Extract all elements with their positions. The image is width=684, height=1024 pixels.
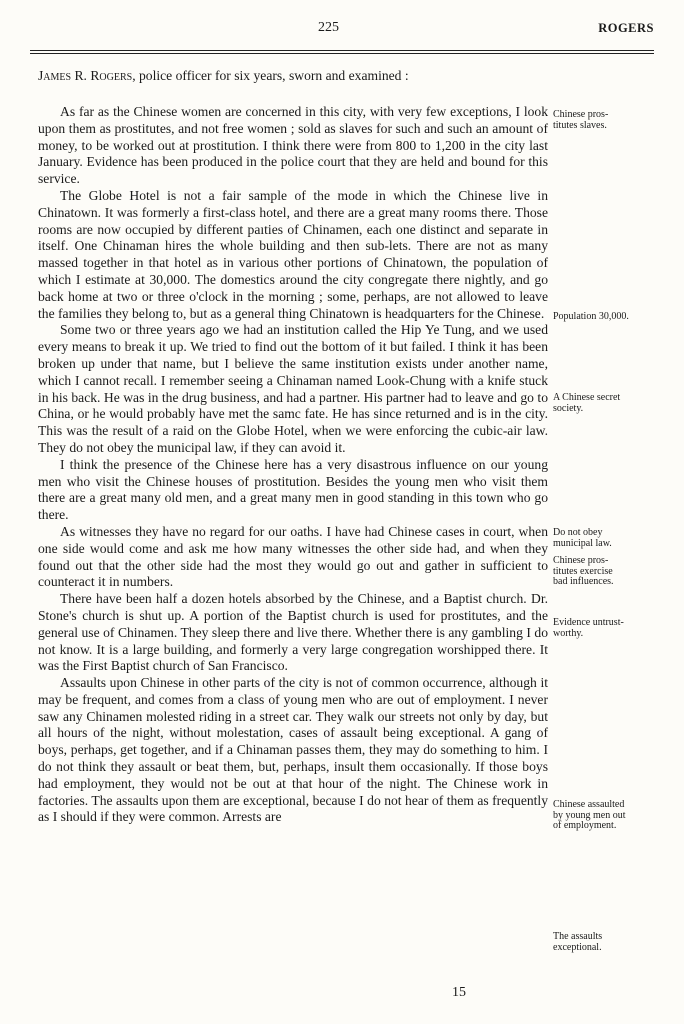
paragraph: The Globe Hotel is not a fair sample of the mode in which the Chinese live in Chinatown. It was formerly a first-class hotel, and there are a great many rooms there. Those rooms are now occupied by different paıties of Chinamen, each one distinct and separate in itself. One Chinaman hires the whole building and then sub-lets. There are not as many massed together in that hotel as in various other portions of Chinatown, the population of which I estimate at 30,000. The domestics around the city congregate there nightly, and go back home at two or three o'clock in the morning ; some, perhaps, are not allowed to leave the families they belong to, but as a general thing Chinatown is headquarters for the Chinese. — [38, 187, 548, 321]
paragraph: As witnesses they have no regard for our oaths. I have had Chinese cases in court, when one side would come and ask me how many witnesses the other side had, and when they found out that the other side had the most they would go out and gather in sufficient to counteract it in numbers. — [38, 523, 548, 590]
side-note: Chinese pros- titutes slaves. — [553, 109, 609, 131]
paragraph: I think the presence of the Chinese here has a very disastrous influence on our young men who visit the Chinese houses of prostitution. Besides the young men who visit them there are a great many old men, and a great many men in good standing in this town who go there. — [38, 456, 548, 523]
paragraph: Assaults upon Chinese in other parts of the city is not of common occurrence, although it may be frequent, and comes from a class of young men who are out of employment. I never saw any Chinamen molested riding in a street car. They walk our streets not only by day, but all hours of the night, without molestation, cases of assault being exceptional. A gang of boys, perhaps, get together, and if a Chinaman passes them, they may do something to him. I do not think they assault or beat them, but, perhaps, insult them occasionally. If those boys had employment, they would not be out at that hour of the night. The Chinese work in factories. The assaults upon them are exceptional, because I do not hear of them as frequently as I should if they were common. Arrests are — [38, 675, 548, 825]
side-note: The assaults exceptional. — [553, 931, 603, 953]
side-note: Evidence untrust- worthy. — [553, 617, 624, 639]
witness-name-first: James R. — [38, 68, 87, 83]
header-rule — [30, 50, 654, 51]
side-note: Do not obey municipal law. — [553, 527, 612, 549]
paragraph: There have been half a dozen hotels absorbed by the Chinese, and a Baptist church. Dr. Stone's church is shut up. A portion of the Baptist church is used for prostitutes, and the general use of Chinamen. They sleep there and live there. Whether there is any gambling I do not know. It is a large building, and formerly a very large congregation worshipped there. It was the First Baptist church of San Francisco. — [38, 591, 548, 674]
witness-intro: , police officer for six years, sworn and examined : — [132, 68, 409, 83]
signature-number: 15 — [452, 985, 466, 1000]
paragraph: As far as the Chinese women are concerned in this city, with very few exceptions, I look upon them as prostitutes, and not free women ; sold as slaves for such and such an amount of money, to be worked out at prostitution. I think there were from 800 to 1,200 in the city last January. Evidence has been produced in the police court that they are held and bound for this service. — [38, 104, 548, 187]
paragraph: Some two or three years ago we had an institution called the Hip Ye Tung, and we used every means to break it up. We tried to find out the bottom of it but failed. I think it has been broken up under that name, but I believe the same institution exists under another name, which I cannot recall. I remember seeing a Chinaman named Look-Chung with a knife stuck in his back. He was in the drug business, and had a partner. His partner had to leave and go to China, or he would probably have met the samc fate. He has since returned and is in the city. This was the result of a raid on the Globe Hotel, when we were enforcing the cubic-air law. They do not obey the municipal law, if they can avoid it. — [38, 322, 548, 455]
running-head: ROGERS — [598, 21, 654, 35]
side-note: A Chinese secret society. — [553, 392, 621, 414]
page-number: 225 — [318, 20, 339, 35]
header-rule — [30, 53, 654, 54]
side-note: Chinese pros- titutes exercise bad influences. — [553, 555, 614, 587]
witness-name-last: Rogers — [90, 68, 133, 83]
side-note: Chinese assaulted by young men out of employment. — [553, 799, 626, 831]
side-note: Population 30,000. — [553, 311, 629, 322]
testimony-body — [38, 104, 548, 826]
witness-heading — [38, 67, 548, 84]
